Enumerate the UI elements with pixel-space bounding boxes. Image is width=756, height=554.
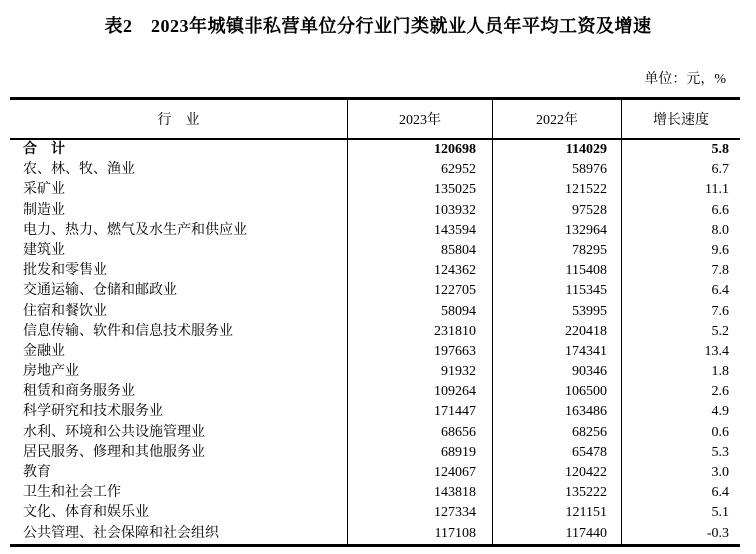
industry-cell: 交通运输、仓储和邮政业	[23, 283, 177, 299]
industry-cell: 合 计	[23, 142, 65, 157]
table-header-row	[10, 100, 740, 140]
table-row	[10, 261, 740, 281]
industry-cell: 批发和零售业	[23, 263, 107, 279]
industry-cell: 公共管理、社会保障和社会组织	[23, 525, 219, 541]
value-2022-cell: 132964	[492, 221, 621, 241]
table-row	[10, 160, 740, 180]
wage-table	[10, 97, 740, 547]
industry-cell: 建筑业	[23, 242, 65, 258]
growth-cell: 5.8	[621, 140, 740, 160]
value-2023-cell: 143818	[347, 483, 492, 503]
industry-cell: 教育	[23, 465, 51, 480]
table-row	[10, 503, 740, 523]
value-2023-cell: 171447	[347, 402, 492, 422]
growth-cell: 5.3	[621, 443, 740, 463]
value-2023-cell: 127334	[347, 503, 492, 523]
value-2023-cell: 120698	[347, 140, 492, 160]
table-row	[10, 382, 740, 402]
value-2022-cell: 68256	[492, 423, 621, 443]
industry-cell: 信息传输、软件和信息技术服务业	[23, 323, 233, 339]
value-2022-cell: 115408	[492, 261, 621, 281]
table-row	[10, 362, 740, 382]
growth-cell: 2.6	[621, 382, 740, 402]
growth-cell: 1.8	[621, 362, 740, 382]
industry-cell: 文化、体育和娱乐业	[23, 505, 149, 521]
value-2022-cell: 114029	[492, 140, 621, 160]
table-row	[10, 221, 740, 241]
growth-cell: 6.4	[621, 281, 740, 301]
value-2022-cell: 120422	[492, 463, 621, 483]
value-2023-cell: 68656	[347, 423, 492, 443]
table-row	[10, 443, 740, 463]
table-row	[10, 342, 740, 362]
growth-cell: 11.1	[621, 180, 740, 200]
industry-cell: 科学研究和技术服务业	[23, 404, 163, 420]
growth-cell: -0.3	[621, 524, 740, 544]
industry-cell: 农、林、牧、渔业	[23, 162, 135, 178]
industry-cell: 水利、环境和公共设施管理业	[23, 424, 205, 440]
value-2022-cell: 174341	[492, 342, 621, 362]
growth-cell: 9.6	[621, 241, 740, 261]
value-2022-cell: 65478	[492, 443, 621, 463]
growth-cell: 6.6	[621, 201, 740, 221]
growth-cell: 4.9	[621, 402, 740, 422]
table-row	[10, 180, 740, 200]
value-2022-cell: 163486	[492, 402, 621, 422]
value-2023-cell: 68919	[347, 443, 492, 463]
industry-cell: 租赁和商务服务业	[23, 384, 135, 400]
value-2022-cell: 121522	[492, 180, 621, 200]
value-2022-cell: 115345	[492, 281, 621, 301]
value-2022-cell: 78295	[492, 241, 621, 261]
growth-cell: 8.0	[621, 221, 740, 241]
header-cell-industry: 行 业	[157, 113, 200, 128]
unit-label: 单位：元，%	[644, 72, 726, 87]
table-row	[10, 322, 740, 342]
growth-cell: 7.6	[621, 302, 740, 322]
value-2023-cell: 124362	[347, 261, 492, 281]
value-2022-cell: 97528	[492, 201, 621, 221]
page-title: 表2 2023年城镇非私营单位分行业门类就业人员年平均工资及增速	[104, 16, 652, 36]
value-2022-cell: 220418	[492, 322, 621, 342]
value-2022-cell: 53995	[492, 302, 621, 322]
table-row	[10, 302, 740, 322]
growth-cell: 6.7	[621, 160, 740, 180]
industry-cell: 电力、热力、燃气及水生产和供应业	[23, 222, 247, 238]
industry-cell: 制造业	[23, 202, 65, 218]
industry-cell: 居民服务、修理和其他服务业	[23, 444, 205, 460]
table-row	[10, 463, 740, 483]
value-2022-cell: 106500	[492, 382, 621, 402]
value-2023-cell: 91932	[347, 362, 492, 382]
growth-cell: 6.4	[621, 483, 740, 503]
value-2023-cell: 197663	[347, 342, 492, 362]
industry-cell: 卫生和社会工作	[23, 485, 121, 501]
table-body	[10, 140, 740, 544]
value-2023-cell: 122705	[347, 281, 492, 301]
header-cell-growth: 增长速度	[621, 100, 740, 138]
table-row	[10, 140, 740, 160]
value-2023-cell: 231810	[347, 322, 492, 342]
industry-cell: 房地产业	[23, 364, 79, 380]
growth-cell: 7.8	[621, 261, 740, 281]
value-2022-cell: 135222	[492, 483, 621, 503]
value-2023-cell: 85804	[347, 241, 492, 261]
table-row	[10, 423, 740, 443]
value-2023-cell: 62952	[347, 160, 492, 180]
value-2022-cell: 58976	[492, 160, 621, 180]
table-row	[10, 524, 740, 544]
industry-cell: 住宿和餐饮业	[23, 303, 107, 319]
value-2023-cell: 58094	[347, 302, 492, 322]
growth-cell: 13.4	[621, 342, 740, 362]
value-2023-cell: 103932	[347, 201, 492, 221]
value-2022-cell: 90346	[492, 362, 621, 382]
industry-cell: 采矿业	[23, 182, 65, 198]
growth-cell: 5.1	[621, 503, 740, 523]
value-2023-cell: 109264	[347, 382, 492, 402]
table-row	[10, 201, 740, 221]
value-2023-cell: 117108	[347, 524, 492, 544]
value-2023-cell: 124067	[347, 463, 492, 483]
table-row	[10, 281, 740, 301]
table-row	[10, 241, 740, 261]
value-2023-cell: 135025	[347, 180, 492, 200]
table-row	[10, 402, 740, 422]
table-row	[10, 483, 740, 503]
value-2022-cell: 121151	[492, 503, 621, 523]
header-cell-2023: 2023年	[347, 100, 492, 138]
growth-cell: 5.2	[621, 322, 740, 342]
header-cell-2022: 2022年	[492, 100, 621, 138]
industry-cell: 金融业	[23, 343, 65, 359]
growth-cell: 0.6	[621, 423, 740, 443]
growth-cell: 3.0	[621, 463, 740, 483]
value-2022-cell: 117440	[492, 524, 621, 544]
value-2023-cell: 143594	[347, 221, 492, 241]
